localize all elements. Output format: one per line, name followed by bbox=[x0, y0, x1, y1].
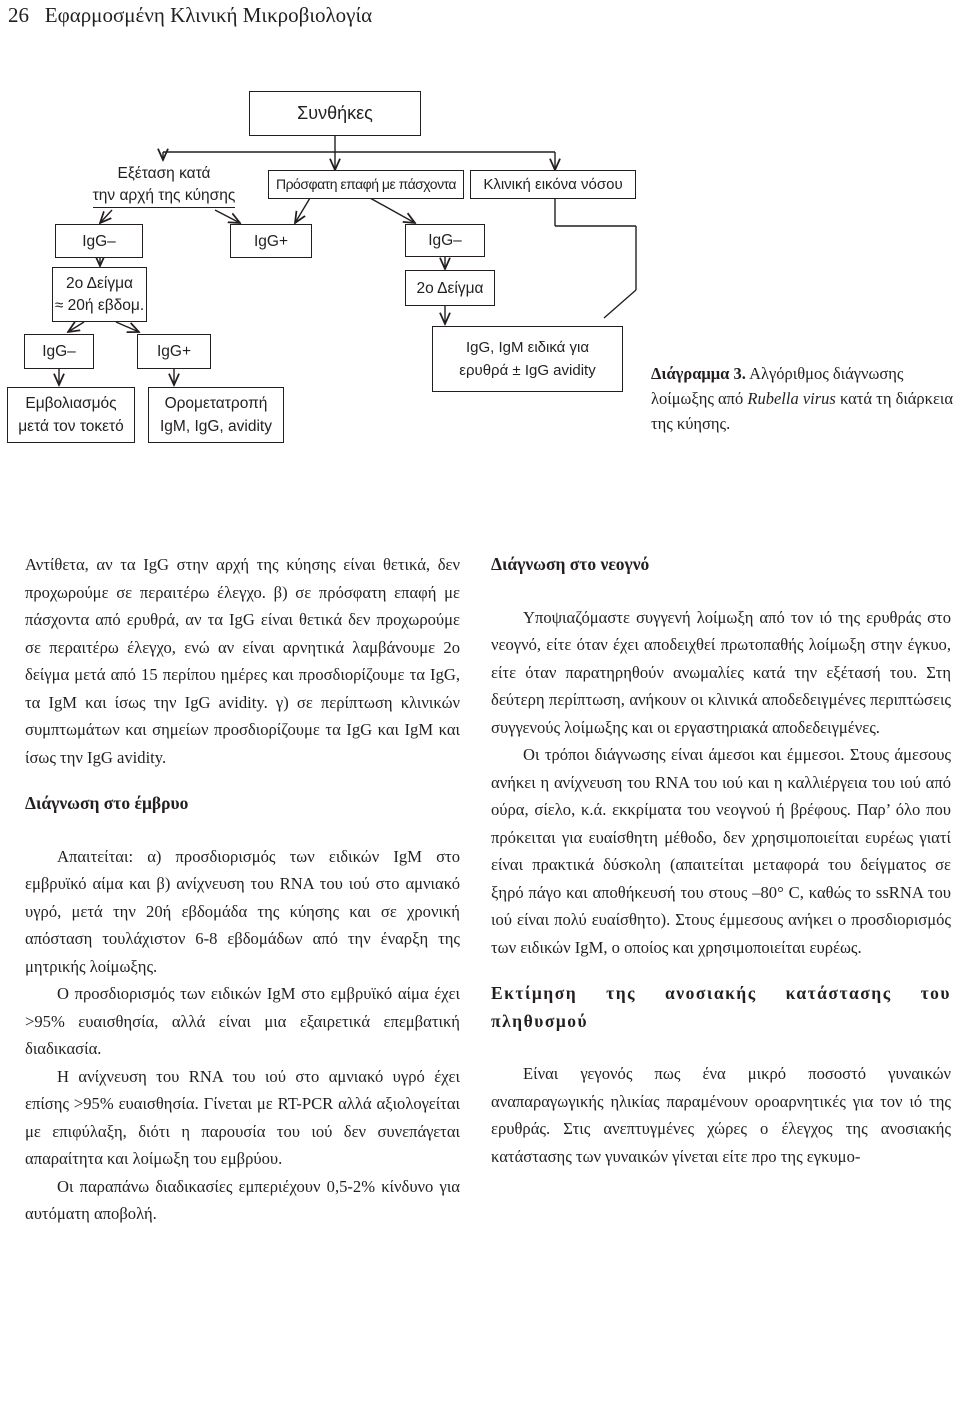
left-paragraph-5: Οι παραπάνω διαδικασίες εμπεριέχουν 0,5-2% κίνδυνο για αυτόματη αποβολή. bbox=[25, 1176, 460, 1223]
condition-clinical-label: Κλινική εικόνα νόσου bbox=[483, 176, 623, 193]
seroconversion-box bbox=[148, 387, 284, 443]
right-paragraph-1: Υποψιαζόμαστε συγγενή λοίμωξη από τον ιό της ερυθράς στο νεογνό, είτε όταν έχει αποδειχθεί πρωτοπαθής λοίμωξη στην έγκυο, είτε όταν παρατηρηθούν ανωμαλίες κατά την εξέτασή του. Στη δεύτερη περίπτωση, ανήκουν οι κλινικά αποδεδειγμένες περιπτώσεις συγγενούς λοίμωξης και οι εργαστηριακά αποδεδειγμένες. bbox=[491, 607, 951, 737]
second-sample-week20-line1: 2ο Δείγμα bbox=[65, 274, 134, 292]
igg-positive-second-label: IgG+ bbox=[156, 343, 192, 360]
seroconversion-line1: Ορομετατροπή bbox=[164, 395, 268, 412]
population-immunity-heading: Εκτίμηση της ανοσιακής κατάστασης του πληθυσμού bbox=[491, 983, 951, 1031]
left-column bbox=[25, 551, 460, 1228]
caption-label: Διάγραμμα 3. bbox=[651, 364, 746, 383]
root-label: Συνθήκες bbox=[297, 103, 373, 123]
second-sample-week20-line2: ≈ 20ή εβδομ. bbox=[54, 296, 145, 314]
figure-caption bbox=[651, 361, 953, 436]
caption-virus-name: Rubella virus bbox=[747, 389, 836, 408]
condition-recent-contact bbox=[268, 170, 464, 199]
left-paragraph-1: Αντίθετα, αν τα IgG στην αρχή της κύησης είναι θετικά, δεν προχωρούμε σε περαιτέρω έλεγχο. β) σε πρόσφατη επαφή με πάσχοντα από ερυθρά, αν τα IgG είναι θετικά δεν προχωρούμε σε περαιτέρω έλεγχο, ενώ αν είναι αρνητικά λαμβάνουμε 2ο δείγμα μετά από 15 περίπου ημέρες και προσδιορίζουμε τα IgG, τα IgM και ίσως την IgG avidity. γ) σε περίπτωση κλινικών συμπτωμάτων και σημείων προσδιορίζουμε τα IgG και IgM και ίσως την IgG avidity. bbox=[25, 555, 460, 767]
fetus-diagnosis-heading: Διάγνωση στο έμβρυο bbox=[25, 793, 189, 813]
neonate-diagnosis-heading: Διάγνωση στο νεογνό bbox=[491, 554, 650, 574]
caption-text-after: κατά τη διάρκεια της κύησης. bbox=[651, 389, 953, 433]
condition-early-line1: Εξέταση κατά bbox=[117, 164, 211, 182]
seroconversion-line2: IgM, IgG, avidity bbox=[160, 418, 272, 435]
left-paragraph-4: Η ανίχνευση του RNA του ιού στο αμνιακό υγρό έχει επίσης >95% ευαισθησία. Γίνεται με RT-PCR αλλά αξιολογείται με επιφύλαξη, διότι η παρουσία του ιού δεν συνεπάγεται απαραίτητα και λοίμωξη του εμβρύου. bbox=[25, 1066, 460, 1168]
vaccination-line2: μετά τον τοκετό bbox=[18, 418, 124, 435]
igg-negative-contact-box bbox=[405, 224, 485, 257]
condition-early-line2: την αρχή της κύησης bbox=[93, 185, 236, 208]
right-paragraph-2: Οι τρόποι διάγνωσης είναι άμεσοι και έμμεσοι. Στους άμεσους ανήκει η ανίχνευση του RNA του ιού και η καλλιέργεια του ιού από ούρα, σίελο, κ.ά. εκκρίματα του νεογνού ή βρέφους. Παρ’ όλο που πρόκειται για ευαίσθητη μέθοδο, δεν χρησιμοποιείται ευρέως γιατί είναι πρακτικά δύσκολη (απαιτείται μεταφορά του δείγματος σε ξηρό πάγο και αποθήκευσή του στους –80° C, καθώς το ssRNA του ιού είναι πολύ ευαίσθητο). Στους έμμεσους ανήκει ο προσδιορισμός των ειδικών IgM, ο οποίος και χρησιμοποιείται ευρέως. bbox=[491, 745, 951, 957]
tests-igg-igm-avidity-box bbox=[432, 326, 623, 392]
second-sample-box bbox=[405, 270, 495, 306]
left-paragraph-2: Απαιτείται: α) προσδιορισμός των ειδικών IgM στο εμβρυϊκό αίμα και β) ανίχνευση του RNA του ιού στο αμνιακό υγρό, μετά την 20ή εβδομάδα της κύησης και σε χρονική απόσταση τουλάχιστον 6-8 εβδομάδων από την έναρξη της μητρικής λοίμωξης. bbox=[25, 846, 460, 976]
igg-negative-second-label: IgG– bbox=[42, 343, 76, 360]
right-paragraph-3: Είναι γεγονός πως ένα μικρό ποσοστό γυναικών αναπαραγωγικής ηλικίας παραμένουν οροαρνητικές για τον ιό της ερυθράς. Στις ανεπτυγμένες χώρες ο έλεγχος της ανοσιακής κατάστασης των γυναικών γίνεται είτε προ της εγκυμο- bbox=[491, 1064, 951, 1166]
tests-line2: ερυθρά ± IgG avidity bbox=[459, 362, 596, 379]
igg-negative-early-box bbox=[55, 224, 143, 258]
igg-negative-second-box bbox=[24, 334, 94, 369]
tests-line1: IgG, IgM ειδικά για bbox=[465, 339, 590, 356]
root-conditions-box bbox=[249, 91, 421, 136]
book-title: Εφαρμοσμένη Κλινική Μικροβιολογία bbox=[44, 3, 373, 27]
caption-text-before: Αλγόριθμος διάγνωσης λοίμωξης από bbox=[651, 364, 904, 408]
second-sample-week20-box bbox=[52, 267, 147, 322]
vaccination-after-delivery-box bbox=[7, 387, 135, 443]
right-column bbox=[491, 551, 951, 1170]
vaccination-line1: Εμβολιασμός bbox=[25, 395, 117, 412]
page-number: 26 bbox=[8, 3, 29, 27]
igg-positive-box bbox=[230, 224, 312, 258]
condition-contact-label: Πρόσφατη επαφή με πάσχοντα bbox=[275, 176, 456, 192]
igg-positive-label: IgG+ bbox=[253, 232, 289, 250]
igg-negative-early-label: IgG– bbox=[82, 232, 116, 250]
condition-early-pregnancy bbox=[80, 160, 248, 210]
igg-positive-second-box bbox=[137, 334, 211, 369]
igg-negative-contact-label: IgG– bbox=[428, 232, 462, 249]
second-sample-label: 2ο Δείγμα bbox=[416, 279, 484, 297]
condition-clinical-picture bbox=[470, 170, 636, 199]
left-paragraph-3: Ο προσδιορισμός των ειδικών IgM στο εμβρυϊκό αίμα έχει >95% ευαισθησία, αλλά είναι μια εξαιρετικά επεμβατική διαδικασία. bbox=[25, 984, 460, 1058]
